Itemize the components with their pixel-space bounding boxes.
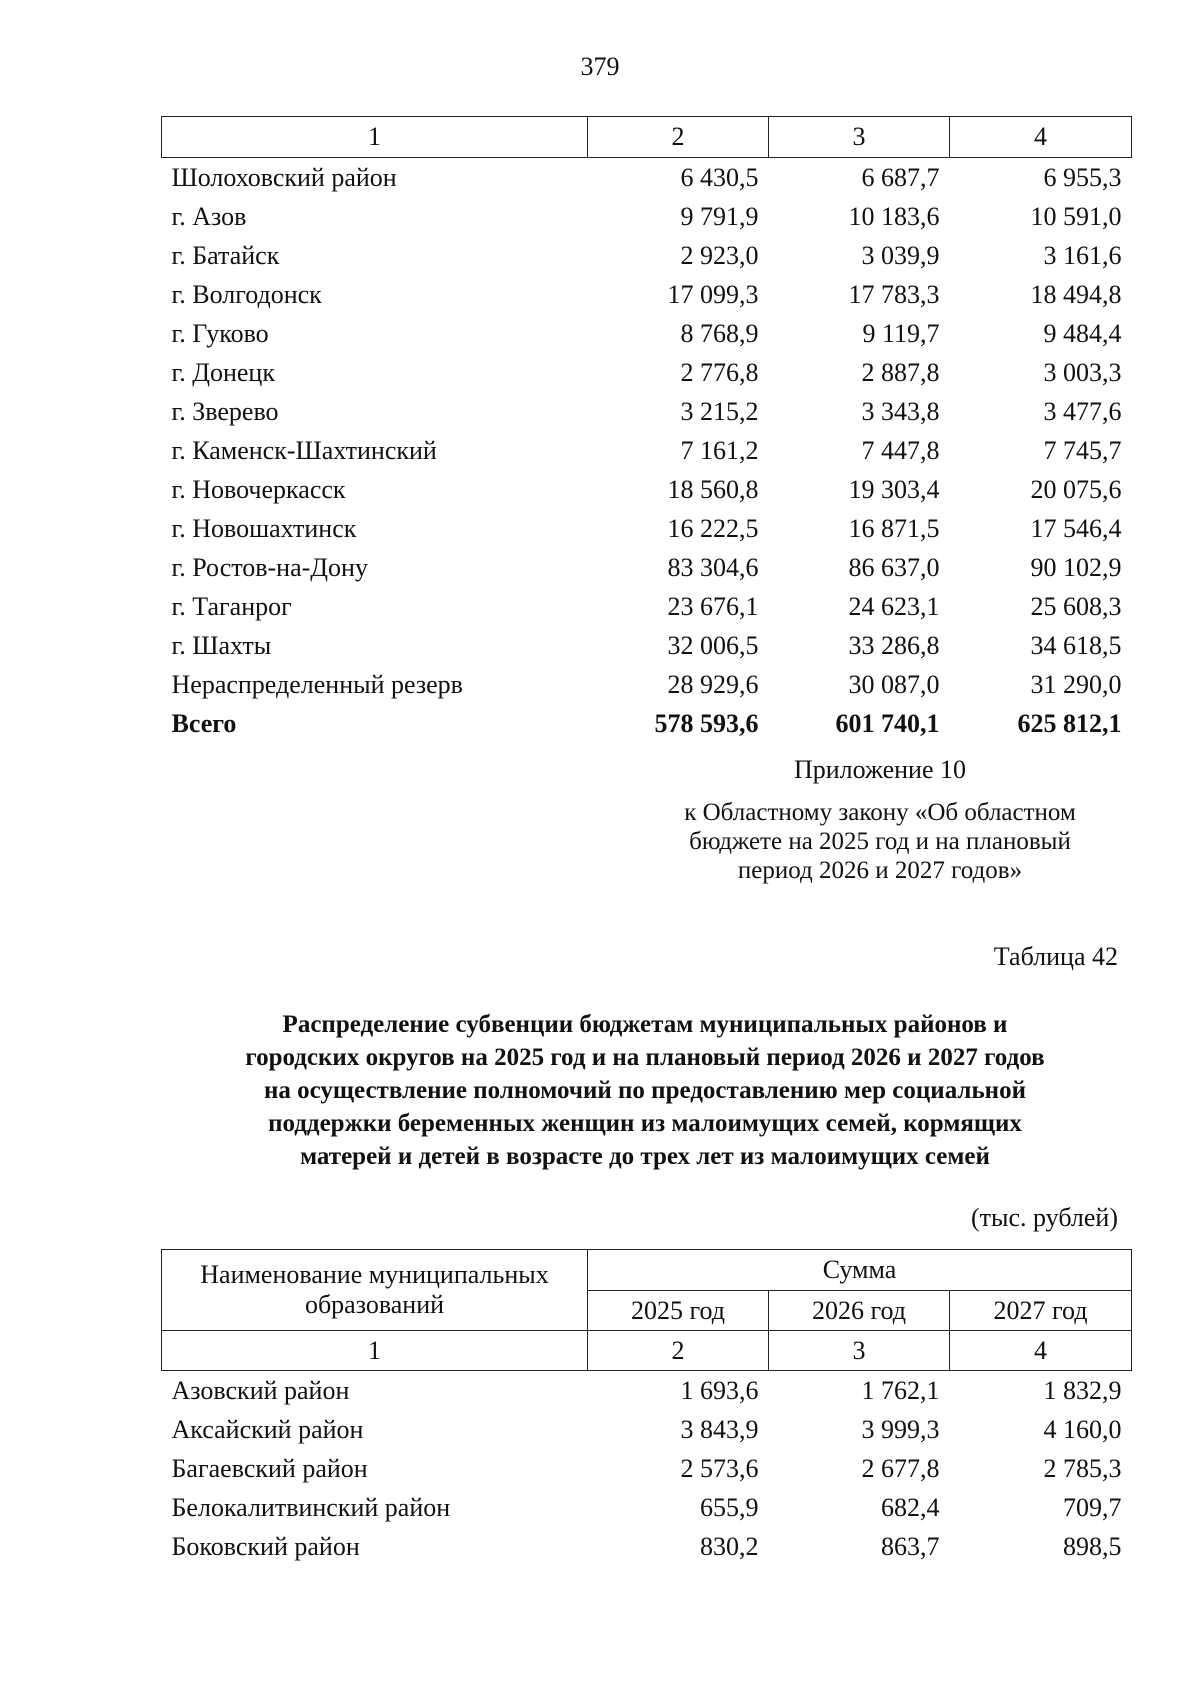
value-2027: 2 785,3 xyxy=(1043,1453,1122,1483)
value-2026: 33 286,8 xyxy=(848,630,940,660)
year-header-2025: 2025 год xyxy=(588,1291,769,1331)
sum-header: Сумма xyxy=(588,1250,1132,1291)
continuation-table xyxy=(161,116,1132,743)
total-label: Всего xyxy=(171,708,237,738)
table-row xyxy=(162,1371,1132,1411)
table-row xyxy=(162,470,1132,509)
value-2026: 682,4 xyxy=(881,1492,940,1522)
value-2026: 9 119,7 xyxy=(862,318,940,348)
value-2027: 898,5 xyxy=(1063,1531,1122,1561)
column-number-4: 4 xyxy=(950,1331,1132,1371)
value-2025: 83 304,6 xyxy=(667,552,759,582)
row-name: г. Новошахтинск xyxy=(171,513,357,543)
value-2025: 6 430,5 xyxy=(680,162,759,192)
heading-line-1: Распределение субвенции бюджетам муниципальных районов и xyxy=(282,1011,1008,1038)
units-label: (тыс. рублей) xyxy=(970,1203,1118,1232)
value-2027: 9 484,4 xyxy=(1043,318,1122,348)
total-row xyxy=(162,704,1132,743)
value-2027: 709,7 xyxy=(1063,1492,1122,1522)
municipality-name-header xyxy=(162,1250,588,1331)
value-2026: 19 303,4 xyxy=(848,474,940,504)
year-header-2026: 2026 год xyxy=(769,1291,950,1331)
appendix-line-3: период 2026 и 2027 годов» xyxy=(737,857,1023,884)
value-2026: 10 183,6 xyxy=(848,201,940,231)
value-2026: 7 447,8 xyxy=(861,435,940,465)
value-2025: 3 843,9 xyxy=(680,1414,759,1444)
page-number: 379 xyxy=(580,52,620,81)
table-row xyxy=(162,314,1132,353)
value-2026: 86 637,0 xyxy=(848,552,940,582)
value-2025: 2 776,8 xyxy=(680,357,759,387)
value-2026: 30 087,0 xyxy=(848,669,940,699)
heading-line-3: на осуществление полномочий по предоставлению мер социальной xyxy=(264,1077,1026,1104)
row-name: г. Шахты xyxy=(171,630,272,660)
row-name: Боковский район xyxy=(171,1531,360,1561)
table-row xyxy=(162,431,1132,470)
table-row xyxy=(162,1527,1132,1566)
value-2027: 90 102,9 xyxy=(1030,552,1122,582)
column-number-3: 3 xyxy=(769,1331,950,1371)
value-2026: 2 677,8 xyxy=(861,1453,940,1483)
table-number-label: Таблица 42 xyxy=(993,942,1118,971)
appendix-line-1: к Областному закону «Об областном xyxy=(684,799,1076,826)
column-number-1: 1 xyxy=(162,117,588,158)
value-2027: 6 955,3 xyxy=(1043,162,1122,192)
name-header-line-2: образований xyxy=(304,1290,445,1319)
table-row xyxy=(162,509,1132,548)
value-2027: 1 832,9 xyxy=(1043,1375,1122,1405)
table-row xyxy=(162,275,1132,314)
value-2026: 6 687,7 xyxy=(861,162,940,192)
row-name: Шолоховский район xyxy=(171,162,397,192)
subvention-table xyxy=(161,1249,1132,1566)
value-2025: 9 791,9 xyxy=(680,201,759,231)
table-row xyxy=(162,197,1132,236)
value-2025: 17 099,3 xyxy=(667,279,759,309)
table-row xyxy=(162,587,1132,626)
value-2026: 3 999,3 xyxy=(861,1414,940,1444)
table-row xyxy=(162,665,1132,704)
value-2025: 7 161,2 xyxy=(680,435,759,465)
row-name: г. Волгодонск xyxy=(171,279,322,309)
value-2027: 20 075,6 xyxy=(1030,474,1122,504)
column-number-3: 3 xyxy=(769,117,950,158)
table-row xyxy=(162,626,1132,665)
total-2026: 601 740,1 xyxy=(835,708,940,738)
name-header-line-1: Наименование муниципальных xyxy=(200,1260,549,1289)
value-2026: 3 039,9 xyxy=(861,240,940,270)
row-name: г. Таганрог xyxy=(171,591,292,621)
table-row xyxy=(162,236,1132,275)
value-2025: 2 573,6 xyxy=(680,1453,759,1483)
row-name: Азовский район xyxy=(171,1375,350,1405)
value-2027: 4 160,0 xyxy=(1043,1414,1122,1444)
row-name: г. Каменск-Шахтинский xyxy=(171,435,437,465)
row-name: г. Азов xyxy=(171,201,247,231)
row-name: г. Новочеркасск xyxy=(171,474,346,504)
value-2027: 34 618,5 xyxy=(1030,630,1122,660)
row-name: г. Батайск xyxy=(171,240,280,270)
value-2026: 17 783,3 xyxy=(848,279,940,309)
table-row xyxy=(162,548,1132,587)
value-2025: 32 006,5 xyxy=(667,630,759,660)
row-name: Белокалитвинский район xyxy=(171,1492,451,1522)
value-2027: 3 161,6 xyxy=(1043,240,1122,270)
value-2027: 31 290,0 xyxy=(1030,669,1122,699)
value-2025: 8 768,9 xyxy=(680,318,759,348)
heading-line-5: матерей и детей в возрасте до трех лет из малоимущих семей xyxy=(300,1143,990,1170)
table-row xyxy=(162,1410,1132,1449)
value-2025: 18 560,8 xyxy=(667,474,759,504)
value-2027: 25 608,3 xyxy=(1030,591,1122,621)
row-name: г. Донецк xyxy=(171,357,275,387)
row-name: г. Зверево xyxy=(171,396,279,426)
row-name: Аксайский район xyxy=(171,1414,364,1444)
value-2027: 17 546,4 xyxy=(1030,513,1122,543)
value-2026: 24 623,1 xyxy=(848,591,940,621)
table-row xyxy=(162,392,1132,431)
row-name: Нераспределенный резерв xyxy=(171,669,463,699)
value-2027: 18 494,8 xyxy=(1030,279,1122,309)
value-2027: 3 477,6 xyxy=(1043,396,1122,426)
value-2025: 23 676,1 xyxy=(667,591,759,621)
table-row xyxy=(162,1449,1132,1488)
value-2026: 2 887,8 xyxy=(861,357,940,387)
value-2025: 3 215,2 xyxy=(680,396,759,426)
table-row xyxy=(162,1488,1132,1527)
value-2026: 16 871,5 xyxy=(848,513,940,543)
table-heading xyxy=(160,1008,1130,1173)
column-number-header-row xyxy=(162,1331,1132,1371)
heading-line-4: поддержки беременных женщин из малоимущих семей, кормящих xyxy=(268,1110,1022,1137)
column-number-2: 2 xyxy=(588,1331,769,1371)
column-number-header-row xyxy=(162,117,1132,158)
value-2026: 3 343,8 xyxy=(861,396,940,426)
column-number-1: 1 xyxy=(162,1331,588,1371)
appendix-title: Приложение 10 xyxy=(793,755,967,784)
column-number-2: 2 xyxy=(588,117,769,158)
table-row xyxy=(162,353,1132,392)
column-number-4: 4 xyxy=(950,117,1132,158)
header-row-sum xyxy=(162,1250,1132,1291)
value-2026: 863,7 xyxy=(881,1531,940,1561)
table-row xyxy=(162,158,1132,198)
row-name: г. Ростов-на-Дону xyxy=(171,552,368,582)
total-2027: 625 812,1 xyxy=(1017,708,1122,738)
value-2025: 655,9 xyxy=(700,1492,759,1522)
year-header-2027: 2027 год xyxy=(950,1291,1132,1331)
row-name: г. Гуково xyxy=(171,318,269,348)
value-2027: 3 003,3 xyxy=(1043,357,1122,387)
value-2027: 7 745,7 xyxy=(1043,435,1122,465)
heading-line-2: городских округов на 2025 год и на плановый период 2026 и 2027 годов xyxy=(245,1044,1045,1071)
value-2025: 16 222,5 xyxy=(667,513,759,543)
row-name: Багаевский район xyxy=(171,1453,368,1483)
value-2026: 1 762,1 xyxy=(861,1375,940,1405)
value-2025: 830,2 xyxy=(700,1531,759,1561)
appendix-line-2: бюджете на 2025 год и на плановый xyxy=(689,828,1071,855)
value-2027: 10 591,0 xyxy=(1030,201,1122,231)
value-2025: 1 693,6 xyxy=(680,1375,759,1405)
total-2025: 578 593,6 xyxy=(654,708,759,738)
appendix-reference xyxy=(620,798,1140,885)
value-2025: 2 923,0 xyxy=(680,240,759,270)
value-2025: 28 929,6 xyxy=(667,669,759,699)
